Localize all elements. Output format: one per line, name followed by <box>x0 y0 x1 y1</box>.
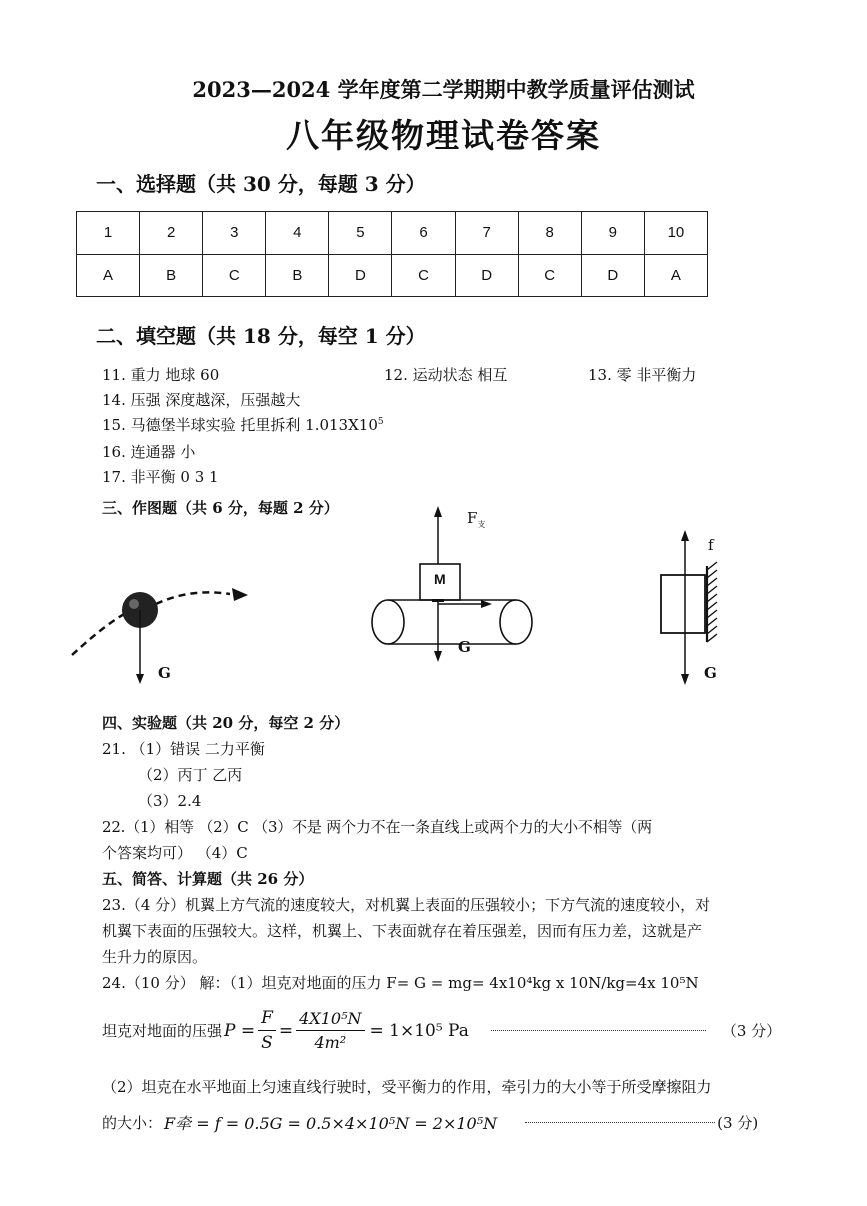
answer-cell: D <box>455 254 518 297</box>
answer-q21-part1: 21. （1）错误 二力平衡 <box>102 740 265 758</box>
answer-table <box>76 211 708 297</box>
question-number: 5 <box>329 212 392 255</box>
value-denominator: 4m² <box>314 1033 347 1052</box>
conveyor-block-figure <box>368 506 538 676</box>
answer-table-answer-row <box>77 254 708 297</box>
question-number: 10 <box>644 212 707 255</box>
answer-cell: C <box>392 254 455 297</box>
fig2-force-symbol: F <box>467 509 478 527</box>
answer-q22-line1: 22.（1）相等 （2）C （3）不是 两个力不在一条直线上或两个力的大小不相等（两 <box>102 818 652 836</box>
points-note: （3 分） <box>721 1022 782 1040</box>
fraction-numerator: F <box>258 1008 276 1031</box>
fig2-gravity-label: G <box>458 638 471 656</box>
answer-q23-line2: 机翼下表面的压强较大。这样，机翼上、下表面就存在着压强差，因而有压力差，这就是产 <box>102 922 703 940</box>
answer-q15 <box>102 414 384 435</box>
wall-block-figure <box>655 530 735 690</box>
answer-q12: 12. 运动状态 相互 <box>384 366 508 384</box>
answer-q21-part3: （3）2.4 <box>138 792 202 810</box>
fig3-gravity-label: G <box>704 664 717 682</box>
answer-q24-line1: 24.（10 分） 解：（1）坦克对地面的压力 F= G = mg= 4x10⁴kg x 10N/kg=4x 10⁵N <box>102 974 699 992</box>
answer-q23-line1: 23.（4 分）机翼上方气流的速度较大，对机翼上表面的压强较小；下方气流的速度较小，对 <box>102 896 711 914</box>
dotted-leader <box>525 1122 715 1123</box>
answer-q13: 13. 零 非平衡力 <box>588 366 697 384</box>
answer-q21-part2: （2）丙丁 乙丙 <box>138 766 243 784</box>
answer-cell: D <box>581 254 644 297</box>
block-m-label: M <box>434 571 446 587</box>
equals-sign: = <box>278 1020 294 1041</box>
dotted-leader <box>491 1030 706 1031</box>
value-numerator: 4X10⁵N <box>296 1009 364 1031</box>
fig2-force-subscript: 支 <box>477 520 486 529</box>
question-number: 4 <box>266 212 329 255</box>
answer-q24-pressure-formula <box>102 1008 781 1053</box>
traction-formula: F牵 = f = 0.5G = 0.5×4×10⁵N = 2×10⁵N <box>164 1114 498 1133</box>
question-number: 1 <box>77 212 140 255</box>
answer-q23-line3: 生升力的原因。 <box>102 948 208 966</box>
question-number: 9 <box>581 212 644 255</box>
answer-cell: A <box>77 254 140 297</box>
answer-q15-exponent: 5 <box>377 417 384 427</box>
answer-table-number-row <box>77 212 708 255</box>
points-note: (3 分) <box>717 1114 759 1132</box>
pressure-lhs: P = <box>224 1020 256 1041</box>
traction-label: 的大小： <box>102 1114 163 1132</box>
answer-q16: 16. 连通器 小 <box>102 443 196 461</box>
section2-title: 二、填空题（共 18 分，每空 1 分） <box>96 324 426 348</box>
answer-cell: C <box>203 254 266 297</box>
force-area-fraction <box>258 1008 276 1053</box>
section3-title: 三、作图题（共 6 分，每题 2 分） <box>102 499 339 517</box>
answer-cell: B <box>140 254 203 297</box>
answer-q24-part2-line1: （2）坦克在水平地面上匀速直线行驶时，受平衡力的作用，牵引力的大小等于所受摩擦阻力 <box>102 1078 712 1096</box>
answer-q15-text: 15. 马德堡半球实验 托里拆利 1.013X10 <box>102 416 378 434</box>
exam-title: 八年级物理试卷答案 <box>286 116 601 155</box>
question-number: 6 <box>392 212 455 255</box>
answer-q11: 11. 重力 地球 60 <box>102 366 220 384</box>
pressure-result: = 1×10⁵ Pa <box>369 1020 469 1041</box>
exam-subtitle: 2023—2024 学年度第二学期期中教学质量评估测试 <box>192 77 695 102</box>
fig3-friction-label: f <box>708 536 714 554</box>
section1-title: 一、选择题（共 30 分，每题 3 分） <box>96 172 426 196</box>
question-number: 7 <box>455 212 518 255</box>
question-number: 3 <box>203 212 266 255</box>
answer-cell: C <box>518 254 581 297</box>
answer-q14: 14. 压强 深度越深，压强越大 <box>102 391 301 409</box>
section4-title: 四、实验题（共 20 分，每空 2 分） <box>102 714 350 732</box>
answer-cell: A <box>644 254 707 297</box>
fig1-gravity-label: G <box>158 664 171 682</box>
question-number: 8 <box>518 212 581 255</box>
question-number: 2 <box>140 212 203 255</box>
answer-cell: D <box>329 254 392 297</box>
fig2-support-force-label <box>467 509 485 530</box>
answer-q22-line2: 个答案均可） （4）C <box>102 844 248 862</box>
pressure-label: 坦克对地面的压强 <box>102 1022 223 1040</box>
answer-q17: 17. 非平衡 0 3 1 <box>102 468 219 486</box>
section5-title: 五、简答、计算题（共 26 分） <box>102 870 314 888</box>
fraction-denominator: S <box>261 1033 273 1053</box>
answer-cell: B <box>266 254 329 297</box>
answer-q24-part2-line2 <box>102 1111 758 1134</box>
value-fraction <box>296 1009 364 1052</box>
